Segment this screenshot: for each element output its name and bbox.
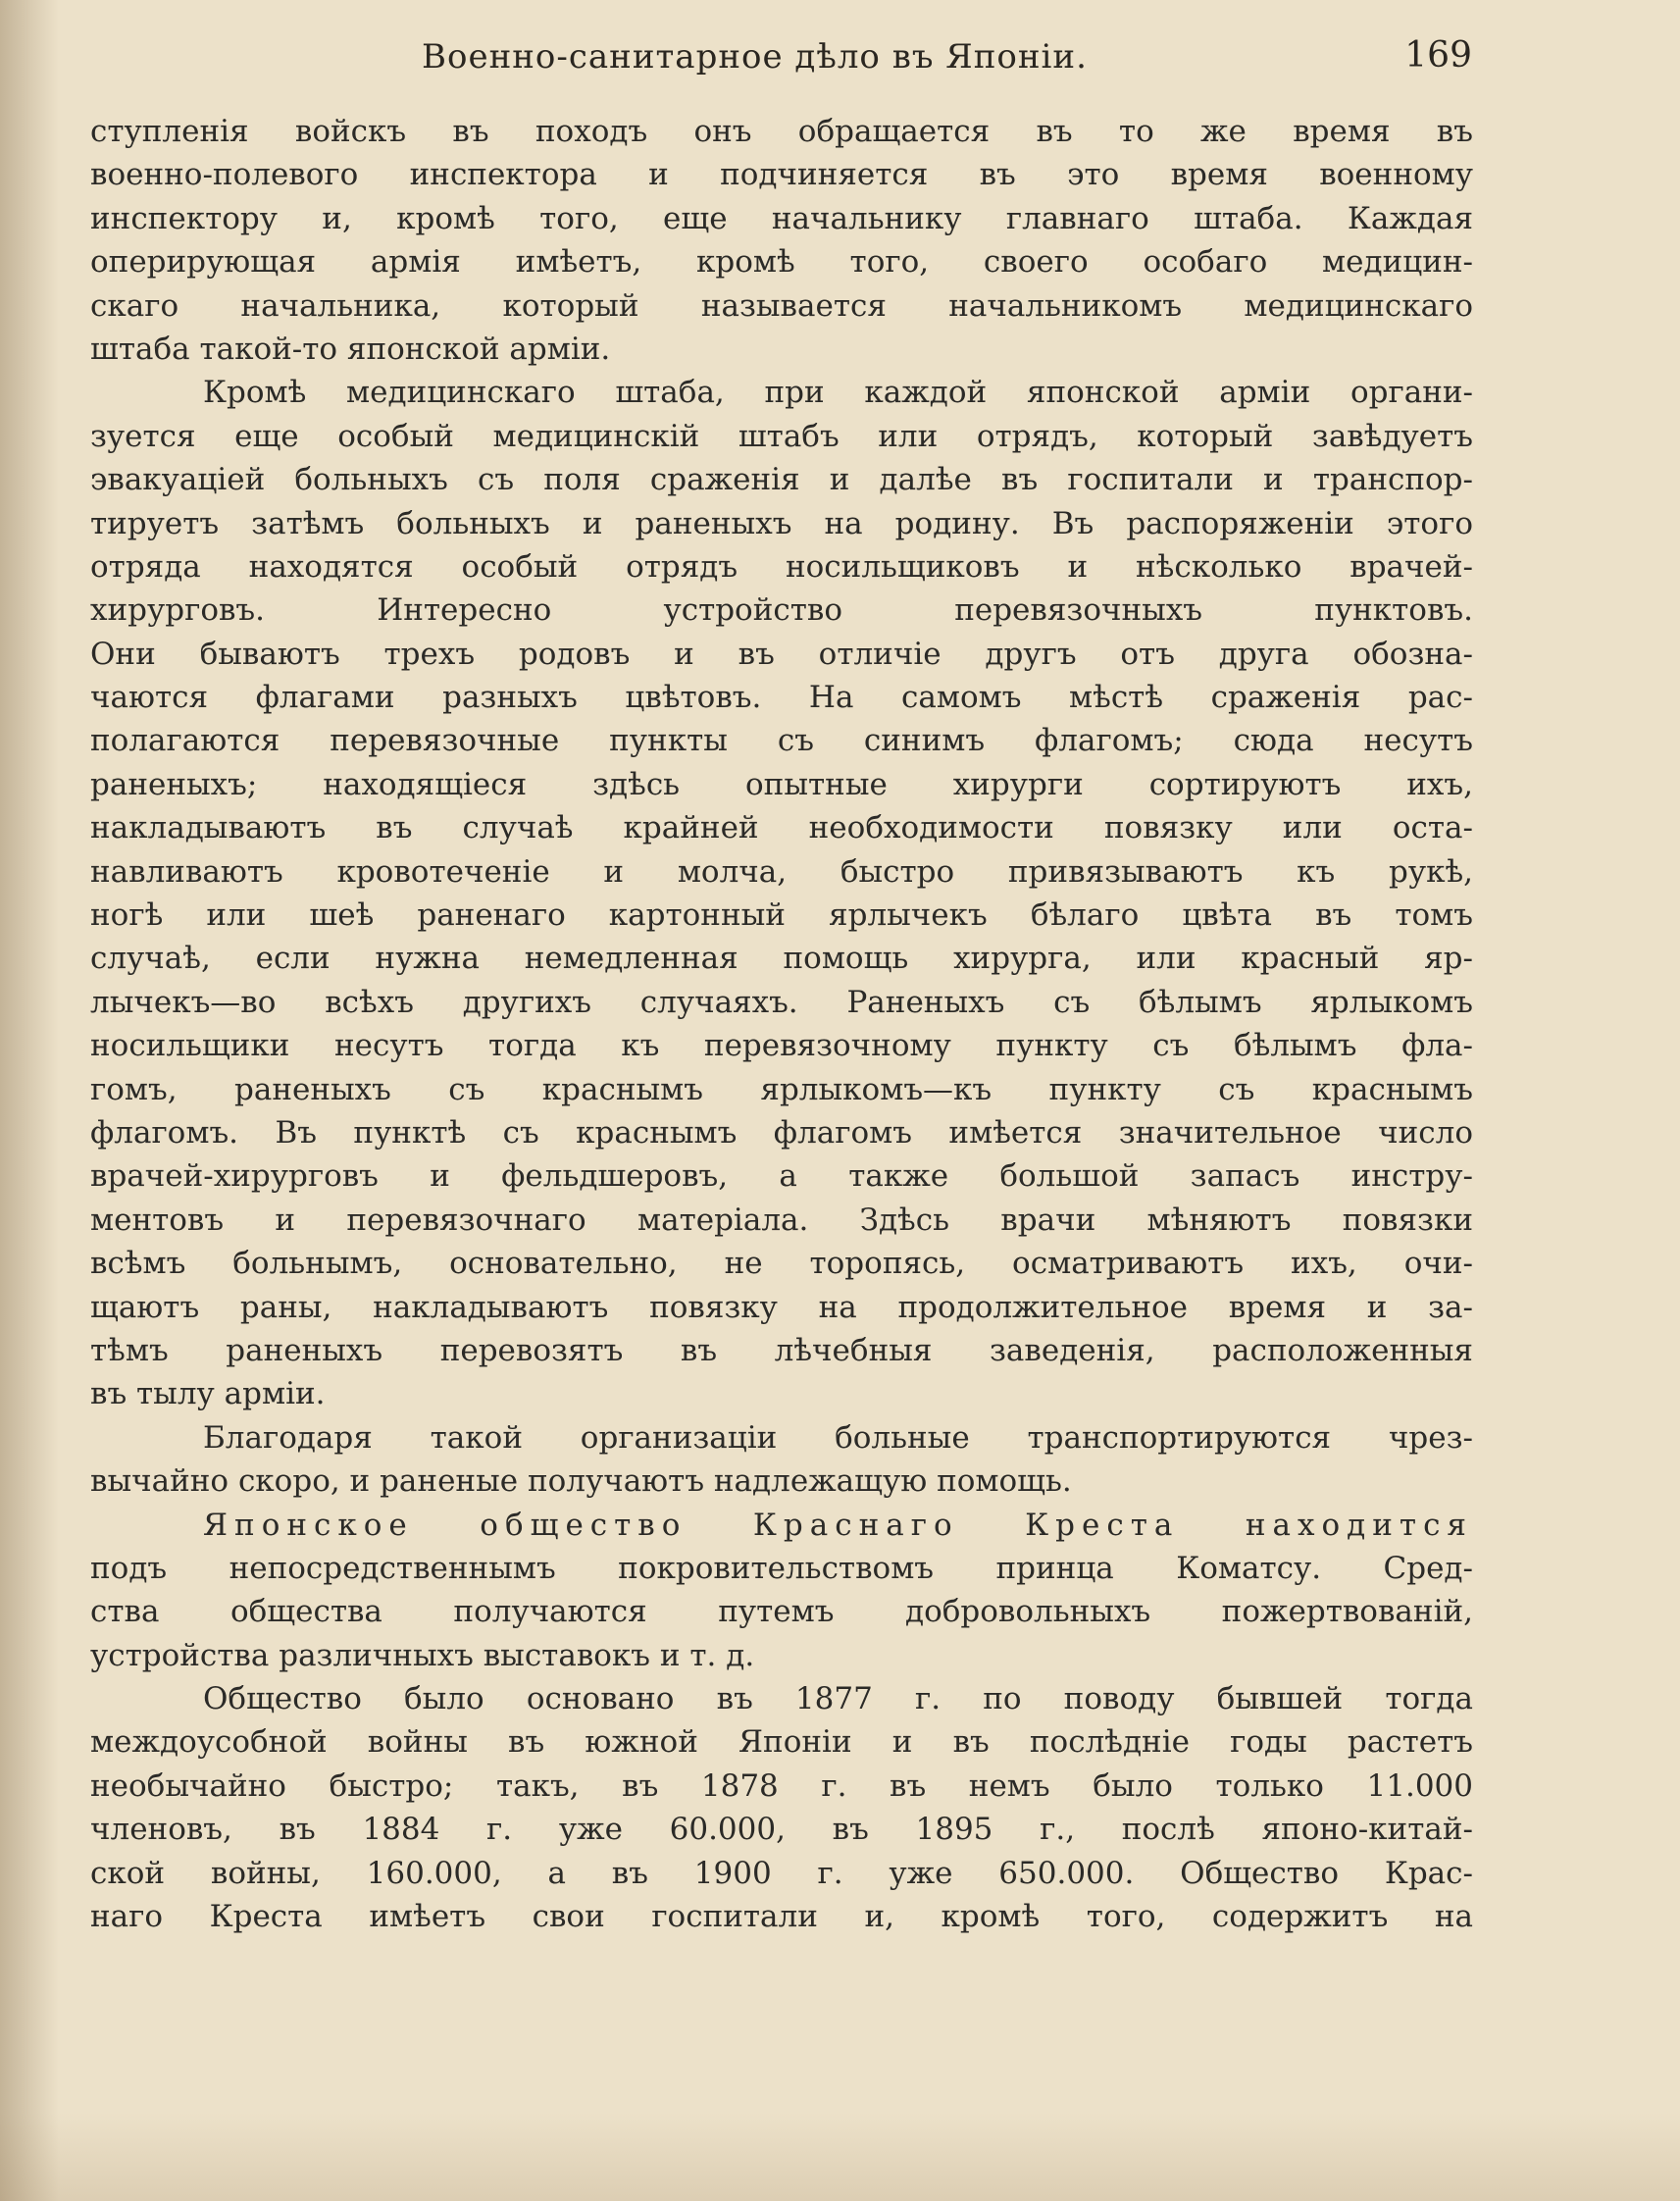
text-line: всѣмъ больнымъ, основательно, не торопясь, осматриваютъ ихъ, очи- <box>90 1246 1473 1282</box>
text-line: скаго начальника, который называется начальникомъ медицинскаго <box>90 287 1473 324</box>
text-line: инспектору и, кромѣ того, еще начальнику главнаго штаба. Каждая <box>90 200 1473 236</box>
text-line: тѣмъ раненыхъ перевозятъ въ лѣчебныя заведенія, расположенныя <box>90 1332 1473 1368</box>
text-line: носильщики несутъ тогда къ перевязочному пункту съ бѣлымъ фла- <box>90 1028 1473 1064</box>
text-line: отряда находятся особый отрядъ носильщиковъ и нѣсколько врачей- <box>90 548 1473 585</box>
text-line: раненыхъ; находящіеся здѣсь опытные хирурги сортируютъ ихъ, <box>90 766 1473 802</box>
text-line: военно-полевого инспектора и подчиняется въ это время военному <box>90 157 1473 193</box>
text-line: лычекъ—во всѣхъ другихъ случаяхъ. Раненыхъ съ бѣлымъ ярлыкомъ <box>90 984 1473 1020</box>
text-line: членовъ, въ 1884 г. уже 60.000, въ 1895 г., послѣ японо-китай- <box>90 1812 1473 1848</box>
running-header <box>90 29 1472 88</box>
text-line: ментовъ и перевязочнаго матеріала. Здѣсь врачи мѣняютъ повязки <box>90 1202 1473 1238</box>
text-line: ской войны, 160.000, а въ 1900 г. уже 650.000. Общество Крас- <box>90 1855 1473 1891</box>
page-number: 169 <box>1404 35 1472 76</box>
text-line: междоусобной войны въ южной Японіи и въ послѣдніе годы растетъ <box>90 1724 1473 1761</box>
running-title: Военно-санитарное дѣло въ Японіи. <box>422 37 1088 77</box>
text-line: хирурговъ. Интересно устройство перевязочныхъ пунктовъ. <box>90 592 1473 629</box>
body-text <box>90 110 1473 1938</box>
text-line: штаба такой-то японской арміи. <box>90 331 611 367</box>
text-line: врачей-хирурговъ и фельдшеровъ, а также большой запасъ инстру- <box>90 1158 1473 1195</box>
text-line: тируетъ затѣмъ больныхъ и раненыхъ на родину. Въ распоряженіи этого <box>90 505 1473 541</box>
text-line: флагомъ. Въ пунктѣ съ краснымъ флагомъ имѣется значительное число <box>90 1114 1473 1151</box>
text-line: щаютъ раны, накладываютъ повязку на продолжительное время и за- <box>90 1289 1473 1325</box>
text-line: наго Креста имѣетъ свои госпитали и, кромѣ того, содержитъ на <box>90 1899 1473 1935</box>
text-line: зуется еще особый медицинскій штабъ или отрядъ, который завѣдуетъ <box>90 418 1473 454</box>
text-line: ства общества получаются путемъ добровольныхъ пожертвованій, <box>90 1594 1473 1630</box>
text-line: эвакуаціей больныхъ съ поля сраженія и далѣе въ госпитали и транспор- <box>90 462 1473 498</box>
text-line: Благодаря такой организаціи больные транспортируются чрез- <box>203 1419 1473 1456</box>
text-line: оперирующая армія имѣетъ, кромѣ того, своего особаго медицин- <box>90 244 1473 281</box>
text-line: Общество было основано въ 1877 г. по поводу бывшей тогда <box>203 1681 1473 1717</box>
text-line: Кромѣ медицинскаго штаба, при каждой японской арміи органи- <box>203 375 1473 411</box>
text-line: полагаются перевязочные пункты съ синимъ флагомъ; сюда несутъ <box>90 723 1473 759</box>
text-line: подъ непосредственнымъ покровительствомъ принца Коматсу. Сред- <box>90 1550 1473 1586</box>
text-line: гомъ, раненыхъ съ краснымъ ярлыкомъ—къ пункту съ краснымъ <box>90 1071 1473 1107</box>
text-line: необычайно быстро; такъ, въ 1878 г. въ немъ было только 11.000 <box>90 1767 1473 1804</box>
text-line: въ тылу арміи. <box>90 1376 326 1412</box>
text-line: навливаютъ кровотеченіе и молча, быстро привязываютъ къ рукѣ, <box>90 853 1473 890</box>
text-line: Японское общество Краснаго Креста находится <box>203 1507 1473 1543</box>
text-line: случаѣ, если нужна немедленная помощь хирурга, или красный яр- <box>90 941 1473 977</box>
text-line: устройства различныхъ выставокъ и т. д. <box>90 1637 755 1673</box>
text-line: Они бываютъ трехъ родовъ и въ отличіе другъ отъ друга обозна- <box>90 636 1473 672</box>
text-line: ногѣ или шеѣ раненаго картонный ярлычекъ бѣлаго цвѣта въ томъ <box>90 897 1473 934</box>
text-line: накладываютъ въ случаѣ крайней необходимости повязку или оста- <box>90 810 1473 846</box>
text-line: вычайно скоро, и раненые получаютъ надлежащую помощь. <box>90 1463 1072 1500</box>
text-line: ступленія войскъ въ походъ онъ обращается въ то же время въ <box>90 114 1473 149</box>
text-line: чаются флагами разныхъ цвѣтовъ. На самомъ мѣстѣ сраженія рас- <box>90 680 1473 716</box>
